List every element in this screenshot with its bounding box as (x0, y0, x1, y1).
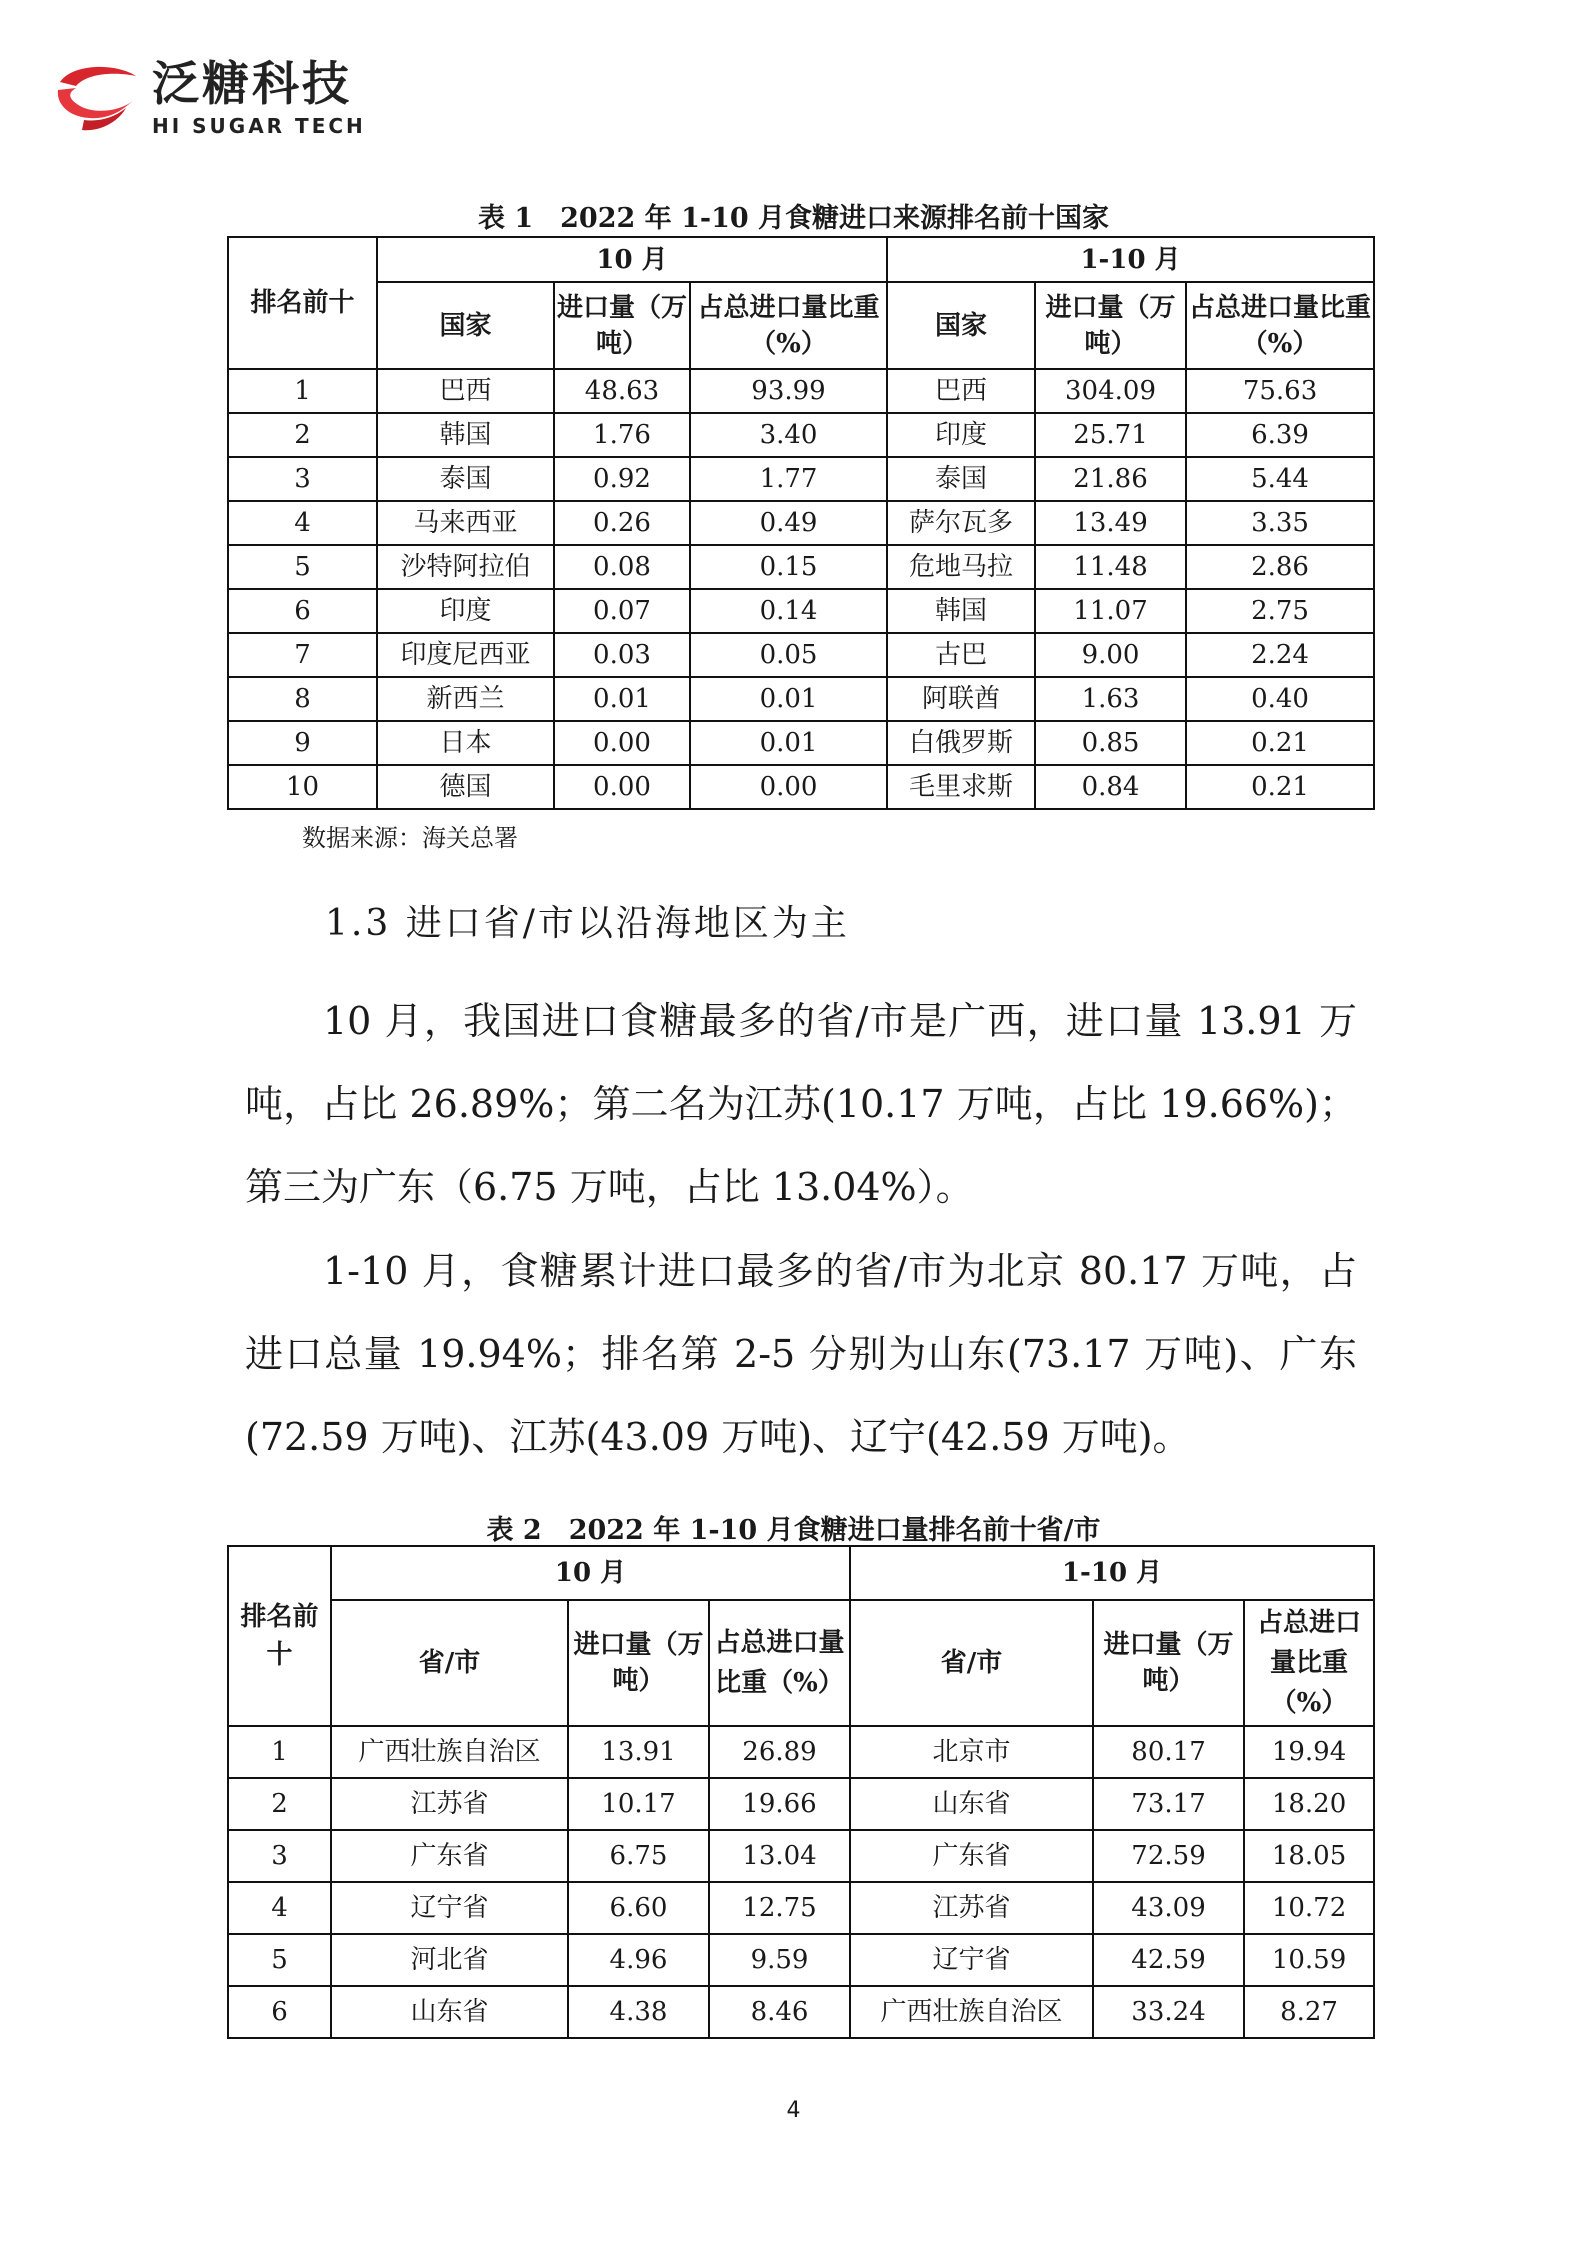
name-cell: 泰国 (887, 457, 1035, 501)
share-cell: 0.15 (690, 545, 887, 589)
share-cell: 93.99 (690, 369, 887, 413)
share-cell: 18.20 (1244, 1778, 1374, 1830)
volume-cell: 1.63 (1035, 677, 1186, 721)
name-cell: 韩国 (377, 413, 554, 457)
share-cell: 0.01 (690, 677, 887, 721)
volume-cell: 10.17 (568, 1778, 709, 1830)
share-header: 占总进口量比重（%） (1186, 282, 1374, 369)
volume-cell: 21.86 (1035, 457, 1186, 501)
rank-cell: 6 (228, 589, 377, 633)
name-cell: 日本 (377, 721, 554, 765)
rank-header: 排名前十 (228, 1546, 331, 1726)
name-cell: 德国 (377, 765, 554, 809)
logo-en-text: HI SUGAR TECH (152, 114, 366, 138)
name-cell: 新西兰 (377, 677, 554, 721)
name-cell: 山东省 (331, 1986, 568, 2038)
share-cell: 0.14 (690, 589, 887, 633)
rank-cell: 8 (228, 677, 377, 721)
share-cell: 18.05 (1244, 1830, 1374, 1882)
name-cell: 印度 (377, 589, 554, 633)
rank-cell: 4 (228, 1882, 331, 1934)
volume-cell: 0.26 (554, 501, 690, 545)
share-cell: 9.59 (709, 1934, 850, 1986)
table-row (228, 1882, 1374, 1934)
share-cell: 5.44 (1186, 457, 1374, 501)
volume-cell: 33.24 (1093, 1986, 1244, 2038)
name-cell: 广东省 (331, 1830, 568, 1882)
name-cell: 广西壮族自治区 (850, 1986, 1093, 2038)
share-cell: 0.40 (1186, 677, 1374, 721)
share-header: 占总进口量比重（%） (690, 282, 887, 369)
share-cell: 12.75 (709, 1882, 850, 1934)
volume-cell: 0.08 (554, 545, 690, 589)
name-cell: 阿联酋 (887, 677, 1035, 721)
rank-cell: 5 (228, 1934, 331, 1986)
share-cell: 1.77 (690, 457, 887, 501)
rank-cell: 9 (228, 721, 377, 765)
import-source-table (227, 236, 1375, 810)
group-header-october: 10 月 (377, 237, 887, 282)
paragraph-october: 10 月，我国进口食糖最多的省/市是广西，进口量 13.91 万吨，占比 26.89%；第二名为江苏(10.17 万吨，占比 19.66%)；第三为广东（6.75 万吨，占比 13.04%）。 (245, 999, 1357, 1209)
rank-cell: 1 (228, 1726, 331, 1778)
name-cell: 辽宁省 (331, 1882, 568, 1934)
volume-cell: 9.00 (1035, 633, 1186, 677)
paragraph-jan-oct: 1-10 月，食糖累计进口最多的省/市为北京 80.17 万吨，占进口总量 19.94%；排名第 2-5 分别为山东(73.17 万吨)、广东(72.59 万吨)、江苏(43.09 万吨)、辽宁(42.59 万吨)。 (245, 1249, 1357, 1459)
share-cell: 3.35 (1186, 501, 1374, 545)
table-row (228, 1986, 1374, 2038)
rank-cell: 1 (228, 369, 377, 413)
name-cell: 毛里求斯 (887, 765, 1035, 809)
share-cell: 2.24 (1186, 633, 1374, 677)
province-header: 省/市 (331, 1600, 568, 1726)
volume-header: 进口量（万吨） (1093, 1600, 1244, 1726)
table-row (228, 633, 1374, 677)
share-cell: 13.04 (709, 1830, 850, 1882)
country-header: 国家 (377, 282, 554, 369)
share-cell: 26.89 (709, 1726, 850, 1778)
table-row (228, 413, 1374, 457)
volume-cell: 0.92 (554, 457, 690, 501)
group-header-october: 10 月 (331, 1546, 850, 1600)
table-row (228, 1830, 1374, 1882)
table-row (228, 369, 1374, 413)
volume-cell: 6.75 (568, 1830, 709, 1882)
share-cell: 0.00 (690, 765, 887, 809)
name-cell: 巴西 (377, 369, 554, 413)
volume-header: 进口量（万吨） (1035, 282, 1186, 369)
volume-cell: 11.07 (1035, 589, 1186, 633)
volume-cell: 80.17 (1093, 1726, 1244, 1778)
rank-header: 排名前十 (228, 237, 377, 369)
name-cell: 辽宁省 (850, 1934, 1093, 1986)
name-cell: 河北省 (331, 1934, 568, 1986)
name-cell: 广西壮族自治区 (331, 1726, 568, 1778)
table-row (228, 1934, 1374, 1986)
table-row (228, 765, 1374, 809)
volume-cell: 0.84 (1035, 765, 1186, 809)
volume-cell: 72.59 (1093, 1830, 1244, 1882)
volume-cell: 4.38 (568, 1986, 709, 2038)
share-cell: 3.40 (690, 413, 887, 457)
name-cell: 北京市 (850, 1726, 1093, 1778)
volume-header: 进口量（万吨） (554, 282, 690, 369)
logo-cn-text: 泛糖科技 (152, 57, 352, 112)
share-cell: 8.27 (1244, 1986, 1374, 2038)
name-cell: 江苏省 (850, 1882, 1093, 1934)
volume-cell: 73.17 (1093, 1778, 1244, 1830)
table-row (228, 1778, 1374, 1830)
name-cell: 印度尼西亚 (377, 633, 554, 677)
table-row (228, 677, 1374, 721)
rank-cell: 10 (228, 765, 377, 809)
volume-cell: 304.09 (1035, 369, 1186, 413)
page-number: 4 (786, 2098, 801, 2123)
name-cell: 巴西 (887, 369, 1035, 413)
rank-cell: 7 (228, 633, 377, 677)
share-cell: 2.86 (1186, 545, 1374, 589)
volume-header: 进口量（万吨） (568, 1600, 709, 1726)
table-row (228, 1726, 1374, 1778)
rank-cell: 3 (228, 457, 377, 501)
share-header: 占总进口量比重（%） (709, 1600, 850, 1726)
volume-cell: 0.00 (554, 765, 690, 809)
company-logo (54, 58, 366, 138)
name-cell: 韩国 (887, 589, 1035, 633)
volume-cell: 11.48 (1035, 545, 1186, 589)
share-header: 占总进口量比重（%） (1244, 1600, 1374, 1726)
table-row (228, 721, 1374, 765)
table-row (228, 589, 1374, 633)
share-cell: 0.05 (690, 633, 887, 677)
name-cell: 泰国 (377, 457, 554, 501)
table-row (228, 545, 1374, 589)
volume-cell: 0.07 (554, 589, 690, 633)
volume-cell: 1.76 (554, 413, 690, 457)
hi-sugar-logo-icon (54, 60, 142, 136)
volume-cell: 0.03 (554, 633, 690, 677)
share-cell: 10.59 (1244, 1934, 1374, 1986)
country-header: 国家 (887, 282, 1035, 369)
volume-cell: 4.96 (568, 1934, 709, 1986)
volume-cell: 0.85 (1035, 721, 1186, 765)
name-cell: 古巴 (887, 633, 1035, 677)
volume-cell: 0.00 (554, 721, 690, 765)
name-cell: 江苏省 (331, 1778, 568, 1830)
volume-cell: 0.01 (554, 677, 690, 721)
rank-cell: 4 (228, 501, 377, 545)
share-cell: 19.94 (1244, 1726, 1374, 1778)
table-row (228, 501, 1374, 545)
name-cell: 马来西亚 (377, 501, 554, 545)
share-cell: 19.66 (709, 1778, 850, 1830)
name-cell: 印度 (887, 413, 1035, 457)
rank-cell: 2 (228, 413, 377, 457)
rank-cell: 3 (228, 1830, 331, 1882)
share-cell: 8.46 (709, 1986, 850, 2038)
table-row (228, 457, 1374, 501)
rank-cell: 5 (228, 545, 377, 589)
table1-caption: 表 1 2022 年 1-10 月食糖进口来源排名前十国家 (477, 203, 1110, 234)
volume-cell: 43.09 (1093, 1882, 1244, 1934)
name-cell: 山东省 (850, 1778, 1093, 1830)
share-cell: 6.39 (1186, 413, 1374, 457)
volume-cell: 6.60 (568, 1882, 709, 1934)
rank-cell: 6 (228, 1986, 331, 2038)
name-cell: 广东省 (850, 1830, 1093, 1882)
share-cell: 10.72 (1244, 1882, 1374, 1934)
province-header: 省/市 (850, 1600, 1093, 1726)
data-source-note: 数据来源：海关总署 (302, 824, 518, 852)
name-cell: 萨尔瓦多 (887, 501, 1035, 545)
rank-cell: 2 (228, 1778, 331, 1830)
share-cell: 75.63 (1186, 369, 1374, 413)
volume-cell: 42.59 (1093, 1934, 1244, 1986)
name-cell: 沙特阿拉伯 (377, 545, 554, 589)
group-header-jan-oct: 1-10 月 (850, 1546, 1374, 1600)
section-heading: 1.3 进口省/市以沿海地区为主 (325, 903, 850, 944)
volume-cell: 48.63 (554, 369, 690, 413)
table2-caption: 表 2 2022 年 1-10 月食糖进口量排名前十省/市 (486, 1515, 1101, 1546)
volume-cell: 25.71 (1035, 413, 1186, 457)
import-province-table (227, 1545, 1375, 2039)
share-cell: 0.21 (1186, 721, 1374, 765)
name-cell: 白俄罗斯 (887, 721, 1035, 765)
name-cell: 危地马拉 (887, 545, 1035, 589)
share-cell: 2.75 (1186, 589, 1374, 633)
group-header-jan-oct: 1-10 月 (887, 237, 1374, 282)
share-cell: 0.01 (690, 721, 887, 765)
volume-cell: 13.49 (1035, 501, 1186, 545)
volume-cell: 13.91 (568, 1726, 709, 1778)
share-cell: 0.49 (690, 501, 887, 545)
share-cell: 0.21 (1186, 765, 1374, 809)
